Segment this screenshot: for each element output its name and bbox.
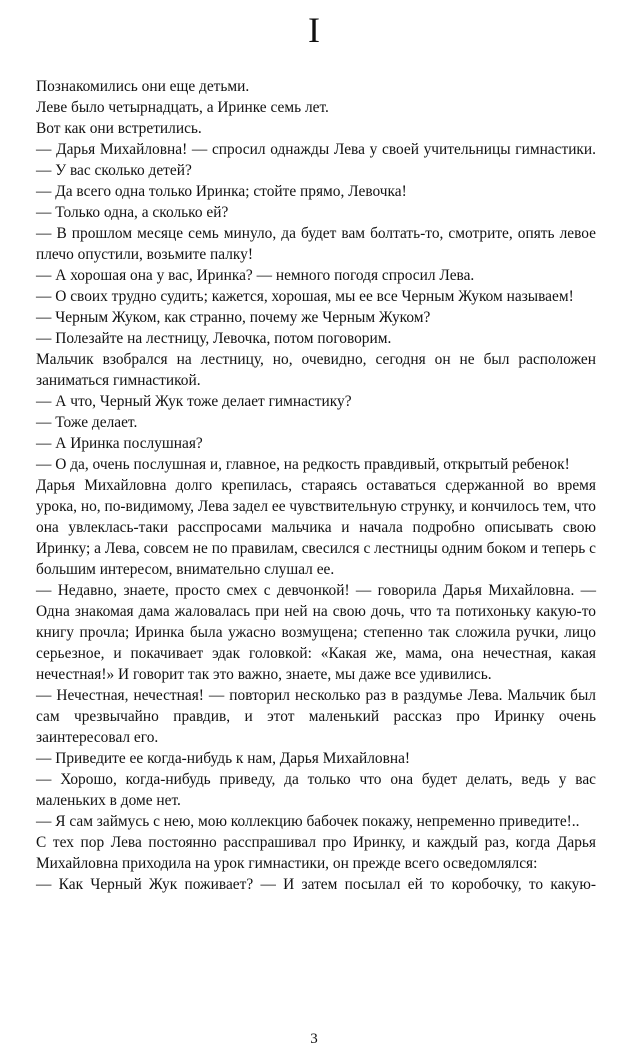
paragraph: — Да всего одна только Иринка; стойте прямо, Левочка! — [36, 183, 407, 200]
paragraph: Познакомились они еще детьми. — [36, 78, 250, 95]
paragraph: Вот как они встретились. — [36, 120, 202, 137]
paragraph: — Нечестная, нечестная! — повторил несколько раз в раздумье Лева. Мальчик был сам чрезвычайно правдив, и этот маленький рассказ про Иринку очень заинтересовал его. — [36, 687, 596, 746]
page-number: 3 — [310, 1031, 318, 1047]
paragraph: — Как Черный Жук поживает? — И затем посылал ей то коробочку, то какую- — [36, 876, 596, 893]
paragraph: — Тоже делает. — [36, 414, 138, 431]
paragraph: С тех пор Лева постоянно расспрашивал про Иринку, и каждый раз, когда Дарья Михайловна приходила на урок гимнастики, он прежде всего осведомлялся: — [36, 834, 596, 872]
paragraph: — А хорошая она у вас, Иринка? — немного погодя спросил Лева. — [36, 267, 475, 284]
paragraph: Мальчик взобрался на лестницу, но, очевидно, сегодня он не был расположен заниматься гимнастикой. — [36, 351, 596, 389]
paragraph: — Приведите ее когда-нибудь к нам, Дарья Михайловна! — [36, 750, 411, 767]
paragraph: Леве было четырнадцать, а Иринке семь лет. — [36, 99, 329, 116]
paragraph: — А что, Черный Жук тоже делает гимнастику? — [36, 393, 352, 410]
paragraph: — В прошлом месяце семь минуло, да будет вам болтать-то, смотрите, опять левое плечо опустили, возьмите палку! — [36, 225, 596, 263]
paragraph: — А Иринка послушная? — [36, 435, 203, 452]
body-text — [36, 76, 596, 895]
paragraph: — Только одна, а сколько ей? — [36, 204, 229, 221]
paragraph: — О своих трудно судить; кажется, хорошая, мы ее все Черным Жуком называем! — [36, 288, 574, 305]
paragraph: — Я сам займусь с нею, мою коллекцию бабочек покажу, непременно приведите!.. — [36, 813, 580, 830]
paragraph: — Хорошо, когда-нибудь приведу, да только что она будет делать, ведь у вас маленьких в доме нет. — [36, 771, 596, 809]
paragraph: — Дарья Михайловна! — спросил однажды Лева у своей учительницы гимнастики. — У вас сколько детей? — [36, 141, 596, 179]
paragraph: — Черным Жуком, как странно, почему же Черным Жуком? — [36, 309, 431, 326]
paragraph: — Полезайте на лестницу, Левочка, потом поговорим. — [36, 330, 392, 347]
chapter-heading: I — [308, 10, 320, 50]
paragraph: Дарья Михайловна долго крепилась, стараясь оставаться сдержанной во время урока, но, по-видимому, Лева задел ее чувствительную струнку, и кончилось тем, что она увлеклась-таки расспросами мальчика и начала подробно описывать свою Иринку; а Лева, совсем не по правилам, свесился с лестницы одним боком и теперь с большим интересом, внимательно слушал ее. — [36, 477, 596, 578]
paragraph: — Недавно, знаете, просто смех с девчонкой! — говорила Дарья Михайловна. — Одна знакомая дама жаловалась при ней на свою дочь, что та потихоньку какую-то книгу прочла; Иринка была ужасно возмущена; степенно так сложила ручки, лицо серьезное, и покачивает эдак головкой: «Какая же, мама, она нечестная, какая нечестная!» И говорит так это важно, знаете, мы даже все удивились. — [36, 582, 596, 683]
paragraph: — О да, очень послушная и, главное, на редкость правдивый, открытый ребенок! — [36, 456, 570, 473]
